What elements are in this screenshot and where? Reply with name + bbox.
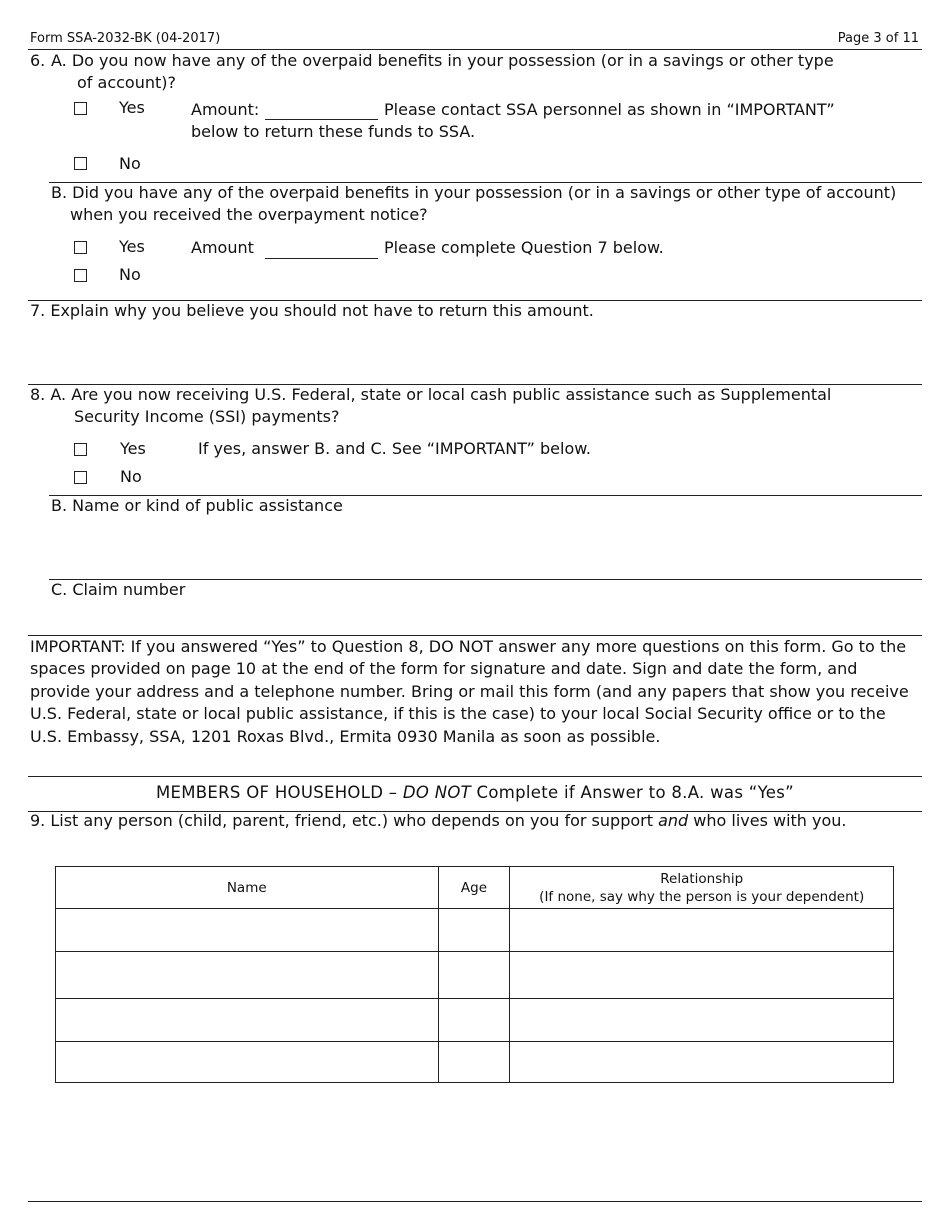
q6b-no-label: No [119,265,141,284]
footer-divider [28,1201,922,1202]
q8a-yes-instruction: If yes, answer B. and C. See “IMPORTANT” below. [198,439,591,458]
q6b-instruction: Please complete Question 7 below. [384,238,664,257]
q6a-no-label: No [119,154,141,173]
relationship-cell[interactable] [510,909,894,952]
household-banner [28,776,922,812]
column-header-relationship-title: Relationship [660,870,744,887]
age-cell[interactable] [438,952,510,999]
q8b-answer-area[interactable] [49,518,921,576]
important-notice: IMPORTANT: If you answered “Yes” to Question 8, DO NOT answer any more questions on this form. Go to the spaces provided on page 10 at the end of the form for signature and date. Sign and date the form, and provide your address and a telephone number. Bring or mail this form (and any papers that show you receive U.S. Federal, state or local public assistance, if this is the case) to your local Social Security office or to the U.S. Embassy, SSA, 1201 Roxas Blvd., Ermita 0930 Manila as soon as possible. [30,637,909,746]
q6a-yes-label: Yes [119,98,145,117]
table-row [56,999,894,1042]
name-cell[interactable] [56,952,439,999]
table-row [56,952,894,999]
q6b-text-line2: when you received the overpayment notice? [70,205,428,224]
table-row [56,909,894,952]
name-cell[interactable] [56,999,439,1042]
name-cell[interactable] [56,1042,439,1083]
column-header-relationship [510,867,894,909]
q8b-label: B. Name or kind of public assistance [51,496,343,515]
relationship-cell[interactable] [510,999,894,1042]
q6a-amount-field[interactable] [265,119,378,120]
q6b-amount-field[interactable] [265,258,378,259]
household-title-emphasis: DO NOT [402,783,472,802]
q6a-text-line2: of account)? [77,73,176,92]
column-header-relationship-note: (If none, say why the person is your dependent) [539,888,865,905]
q6b-no-checkbox[interactable] [74,269,87,282]
q7-text: 7. Explain why you believe you should not have to return this amount. [30,301,594,320]
q6b-amount-label: Amount [191,238,254,257]
column-header-name: Name [56,867,439,909]
household-title-pre: MEMBERS OF HOUSEHOLD – [156,783,403,802]
q6-number: 6. [30,51,46,70]
q6a-amount-label: Amount: [191,100,260,119]
q8a-yes-checkbox[interactable] [74,443,87,456]
q6b-yes-checkbox[interactable] [74,241,87,254]
age-cell[interactable] [438,1042,510,1083]
q9-text-emphasis: and [658,811,689,830]
relationship-cell[interactable] [510,1042,894,1083]
divider [28,49,922,50]
q6a-instruction-line1: Please contact SSA personnel as shown in “IMPORTANT” [384,100,835,119]
column-header-age: Age [438,867,510,909]
dependents-table [55,866,894,1083]
q8c-answer-area[interactable] [49,602,921,632]
q6a-instruction-line2: below to return these funds to SSA. [191,122,476,141]
age-cell[interactable] [438,909,510,952]
q9-text-pre: 9. List any person (child, parent, friend, etc.) who depends on you for support [30,811,659,830]
age-cell[interactable] [438,999,510,1042]
q9-text-post: who lives with you. [688,811,847,830]
q6a-yes-checkbox[interactable] [74,102,87,115]
table-row [56,1042,894,1083]
q8a-text-line2: Security Income (SSI) payments? [74,407,340,426]
q8c-label: C. Claim number [51,580,186,599]
q6b-yes-label: Yes [119,237,145,256]
q9-text [30,811,847,830]
name-cell[interactable] [56,909,439,952]
table-header-row [56,867,894,909]
q7-answer-area[interactable] [30,324,920,382]
q6b-text-line1: B. Did you have any of the overpaid benefits in your possession (or in a savings or other type of account) [51,183,897,202]
q6a-no-checkbox[interactable] [74,157,87,170]
q8a-no-checkbox[interactable] [74,471,87,484]
q6a-text-line1: A. Do you now have any of the overpaid benefits in your possession (or in a savings or other type [51,51,834,70]
relationship-cell[interactable] [510,952,894,999]
q8a-text-line1: 8. A. Are you now receiving U.S. Federal, state or local cash public assistance such as Supplemental [30,385,832,404]
household-title-post: Complete if Answer to 8.A. was “Yes” [471,783,794,802]
q8a-yes-label: Yes [120,439,146,458]
form-id: Form SSA-2032-BK (04-2017) [30,31,221,46]
page-number: Page 3 of 11 [837,31,919,46]
q8a-no-label: No [120,467,142,486]
